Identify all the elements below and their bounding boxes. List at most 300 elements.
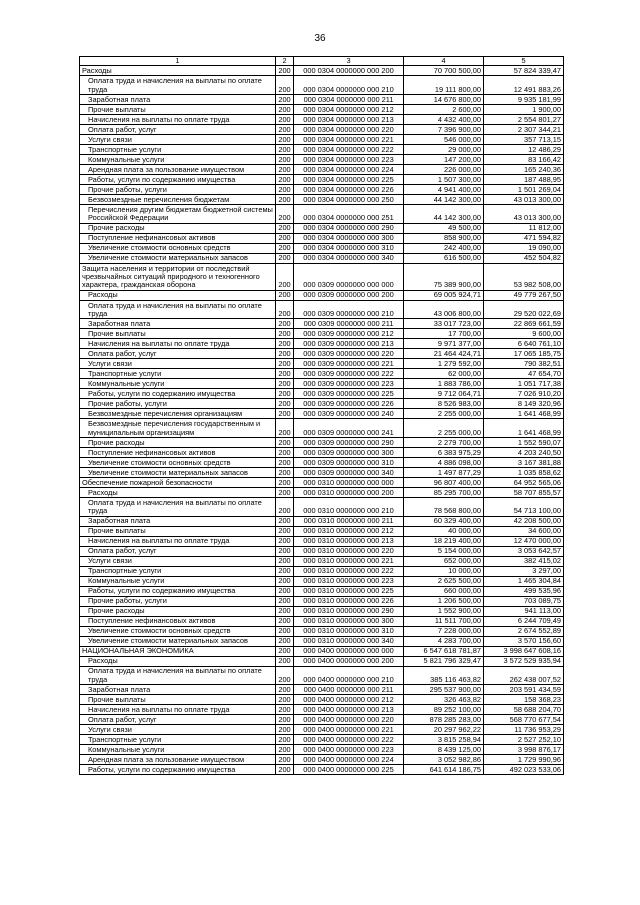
table-row	[80, 399, 564, 409]
row-code: 200	[276, 526, 294, 536]
row-name: Перечисления другим бюджетам бюджетной системы Российской Федерации	[80, 205, 276, 224]
row-fact-amount: 17 065 185,75	[484, 349, 564, 359]
row-plan-amount: 660 000,00	[404, 586, 484, 596]
row-code: 200	[276, 447, 294, 457]
row-fact-amount: 1 465 304,84	[484, 576, 564, 586]
row-code: 200	[276, 195, 294, 205]
row-plan-amount: 40 000,00	[404, 526, 484, 536]
row-name: Прочие выплаты	[80, 329, 276, 339]
row-plan-amount: 11 511 700,00	[404, 616, 484, 626]
row-code: 200	[276, 125, 294, 135]
row-name: Заработная плата	[80, 95, 276, 105]
row-plan-amount: 44 142 300,00	[404, 205, 484, 224]
row-name: Безвозмездные перечисления государственным и муниципальным организациям	[80, 419, 276, 438]
row-name: Увеличение стоимости материальных запасов	[80, 467, 276, 477]
row-kbk: 000 0310 0000000 000 225	[294, 586, 404, 596]
row-plan-amount: 49 500,00	[404, 223, 484, 233]
row-name: Начисления на выплаты по оплате труда	[80, 536, 276, 546]
table-row	[80, 477, 564, 487]
table-row	[80, 243, 564, 253]
row-name: Увеличение стоимости материальных запасов	[80, 636, 276, 646]
column-header: 4	[404, 57, 484, 66]
row-fact-amount: 452 504,82	[484, 253, 564, 263]
row-code: 200	[276, 705, 294, 715]
row-kbk: 000 0310 0000000 000 222	[294, 566, 404, 576]
row-code: 200	[276, 656, 294, 666]
column-header: 3	[294, 57, 404, 66]
row-code: 200	[276, 477, 294, 487]
row-kbk: 000 0310 0000000 000 200	[294, 487, 404, 497]
row-name: Прочие выплаты	[80, 526, 276, 536]
row-fact-amount: 3 167 381,88	[484, 457, 564, 467]
row-code: 200	[276, 329, 294, 339]
row-plan-amount: 9 971 377,00	[404, 339, 484, 349]
row-code: 200	[276, 715, 294, 725]
row-kbk: 000 0310 0000000 000 340	[294, 636, 404, 646]
table-row	[80, 497, 564, 516]
table-row	[80, 685, 564, 695]
row-kbk: 000 0304 0000000 000 212	[294, 105, 404, 115]
row-name: Прочие выплаты	[80, 695, 276, 705]
column-header: 5	[484, 57, 564, 66]
row-name: Прочие работы, услуги	[80, 185, 276, 195]
row-plan-amount: 9 712 064,71	[404, 389, 484, 399]
row-name: Начисления на выплаты по оплате труда	[80, 339, 276, 349]
row-kbk: 000 0310 0000000 000 000	[294, 477, 404, 487]
row-name: Услуги связи	[80, 135, 276, 145]
row-fact-amount: 29 520 022,69	[484, 300, 564, 319]
row-kbk: 000 0310 0000000 000 210	[294, 497, 404, 516]
table-row	[80, 185, 564, 195]
row-plan-amount: 546 000,00	[404, 135, 484, 145]
row-kbk: 000 0310 0000000 000 226	[294, 596, 404, 606]
budget-table	[79, 56, 564, 775]
row-code: 200	[276, 586, 294, 596]
row-code: 200	[276, 175, 294, 185]
row-fact-amount: 7 026 910,20	[484, 389, 564, 399]
row-fact-amount: 34 600,00	[484, 526, 564, 536]
row-kbk: 000 0309 0000000 000 211	[294, 319, 404, 329]
row-kbk: 000 0310 0000000 000 221	[294, 556, 404, 566]
row-kbk: 000 0304 0000000 000 300	[294, 233, 404, 243]
table-row	[80, 765, 564, 775]
row-kbk: 000 0310 0000000 000 212	[294, 526, 404, 536]
row-plan-amount: 652 000,00	[404, 556, 484, 566]
row-code: 200	[276, 409, 294, 419]
table-row	[80, 135, 564, 145]
row-name: Работы, услуги по содержанию имущества	[80, 586, 276, 596]
row-plan-amount: 5 821 796 329,47	[404, 656, 484, 666]
row-code: 200	[276, 290, 294, 300]
row-code: 200	[276, 437, 294, 447]
row-name: Прочие выплаты	[80, 105, 276, 115]
row-name: Коммунальные услуги	[80, 155, 276, 165]
row-fact-amount: 3 998 876,17	[484, 745, 564, 755]
row-code: 200	[276, 319, 294, 329]
row-fact-amount: 2 554 801,27	[484, 115, 564, 125]
row-kbk: 000 0304 0000000 000 221	[294, 135, 404, 145]
table-row	[80, 755, 564, 765]
row-plan-amount: 6 547 618 781,87	[404, 646, 484, 656]
row-fact-amount: 492 023 533,06	[484, 765, 564, 775]
table-row	[80, 546, 564, 556]
row-plan-amount: 1 279 592,00	[404, 359, 484, 369]
table-row	[80, 329, 564, 339]
row-fact-amount: 42 208 500,00	[484, 516, 564, 526]
row-code: 200	[276, 155, 294, 165]
row-code: 200	[276, 135, 294, 145]
row-code: 200	[276, 497, 294, 516]
row-plan-amount: 295 537 900,00	[404, 685, 484, 695]
row-plan-amount: 2 600,00	[404, 105, 484, 115]
table-row	[80, 725, 564, 735]
row-fact-amount: 22 869 661,59	[484, 319, 564, 329]
row-plan-amount: 96 807 400,00	[404, 477, 484, 487]
row-kbk: 000 0310 0000000 000 223	[294, 576, 404, 586]
row-fact-amount: 3 297,00	[484, 566, 564, 576]
row-name: Транспортные услуги	[80, 145, 276, 155]
row-kbk: 000 0310 0000000 000 213	[294, 536, 404, 546]
row-name: Безвозмездные перечисления организациям	[80, 409, 276, 419]
row-fact-amount: 19 090,00	[484, 243, 564, 253]
row-kbk: 000 0309 0000000 000 223	[294, 379, 404, 389]
row-fact-amount: 6 640 761,10	[484, 339, 564, 349]
row-code: 200	[276, 636, 294, 646]
row-plan-amount: 10 000,00	[404, 566, 484, 576]
row-kbk: 000 0304 0000000 000 222	[294, 145, 404, 155]
row-fact-amount: 471 594,82	[484, 233, 564, 243]
row-kbk: 000 0400 0000000 000 211	[294, 685, 404, 695]
row-plan-amount: 1 552 900,00	[404, 606, 484, 616]
row-kbk: 000 0304 0000000 000 220	[294, 125, 404, 135]
row-plan-amount: 85 295 700,00	[404, 487, 484, 497]
table-row	[80, 556, 564, 566]
row-name: Оплата труда и начисления на выплаты по оплате труда	[80, 666, 276, 685]
row-name: Прочие расходы	[80, 223, 276, 233]
row-plan-amount: 858 900,00	[404, 233, 484, 243]
row-fact-amount: 1 552 590,07	[484, 437, 564, 447]
table-row	[80, 586, 564, 596]
table-row	[80, 66, 564, 76]
row-kbk: 000 0304 0000000 000 290	[294, 223, 404, 233]
row-fact-amount: 568 770 677,54	[484, 715, 564, 725]
column-header: 2	[276, 57, 294, 66]
row-plan-amount: 1 883 786,00	[404, 379, 484, 389]
row-name: Заработная плата	[80, 319, 276, 329]
row-plan-amount: 147 200,00	[404, 155, 484, 165]
row-name: Начисления на выплаты по оплате труда	[80, 115, 276, 125]
row-kbk: 000 0400 0000000 000 224	[294, 755, 404, 765]
table-row	[80, 616, 564, 626]
row-kbk: 000 0400 0000000 000 000	[294, 646, 404, 656]
row-plan-amount: 4 886 098,00	[404, 457, 484, 467]
row-name: Транспортные услуги	[80, 735, 276, 745]
table-row	[80, 300, 564, 319]
row-code: 200	[276, 606, 294, 616]
row-fact-amount: 499 535,96	[484, 586, 564, 596]
table-row	[80, 359, 564, 369]
row-name: Оплата труда и начисления на выплаты по оплате труда	[80, 300, 276, 319]
row-kbk: 000 0310 0000000 000 290	[294, 606, 404, 616]
row-kbk: 000 0310 0000000 000 211	[294, 516, 404, 526]
table-row	[80, 467, 564, 477]
row-fact-amount: 57 824 339,47	[484, 66, 564, 76]
row-kbk: 000 0310 0000000 000 310	[294, 626, 404, 636]
row-plan-amount: 242 400,00	[404, 243, 484, 253]
row-code: 200	[276, 359, 294, 369]
table-row	[80, 606, 564, 616]
row-plan-amount: 5 154 000,00	[404, 546, 484, 556]
row-kbk: 000 0309 0000000 000 222	[294, 369, 404, 379]
row-name: Прочие расходы	[80, 606, 276, 616]
row-fact-amount: 53 982 508,00	[484, 263, 564, 290]
row-fact-amount: 3 570 156,60	[484, 636, 564, 646]
row-kbk: 000 0304 0000000 000 210	[294, 76, 404, 95]
row-plan-amount: 3 052 982,86	[404, 755, 484, 765]
table-row	[80, 389, 564, 399]
row-fact-amount: 158 368,23	[484, 695, 564, 705]
row-fact-amount: 8 149 320,96	[484, 399, 564, 409]
row-name: Увеличение стоимости основных средств	[80, 243, 276, 253]
row-fact-amount: 58 688 204,70	[484, 705, 564, 715]
row-kbk: 000 0400 0000000 000 210	[294, 666, 404, 685]
table-row	[80, 457, 564, 467]
row-plan-amount: 62 000,00	[404, 369, 484, 379]
row-plan-amount: 4 283 700,00	[404, 636, 484, 646]
row-code: 200	[276, 735, 294, 745]
row-plan-amount: 20 297 962,22	[404, 725, 484, 735]
row-code: 200	[276, 399, 294, 409]
row-code: 200	[276, 755, 294, 765]
row-plan-amount: 326 463,82	[404, 695, 484, 705]
row-code: 200	[276, 185, 294, 195]
row-code: 200	[276, 205, 294, 224]
row-kbk: 000 0304 0000000 000 224	[294, 165, 404, 175]
row-name: Транспортные услуги	[80, 566, 276, 576]
row-fact-amount: 54 713 100,00	[484, 497, 564, 516]
table-row	[80, 487, 564, 497]
table-row	[80, 195, 564, 205]
row-kbk: 000 0309 0000000 000 000	[294, 263, 404, 290]
row-kbk: 000 0309 0000000 000 226	[294, 399, 404, 409]
row-kbk: 000 0309 0000000 000 340	[294, 467, 404, 477]
row-plan-amount: 4 432 400,00	[404, 115, 484, 125]
table-row	[80, 437, 564, 447]
row-code: 200	[276, 487, 294, 497]
row-name: Оплата работ, услуг	[80, 349, 276, 359]
row-plan-amount: 616 500,00	[404, 253, 484, 263]
table-row	[80, 626, 564, 636]
table-row	[80, 155, 564, 165]
table-row	[80, 263, 564, 290]
row-name: Прочие расходы	[80, 437, 276, 447]
row-fact-amount: 1 641 468,99	[484, 419, 564, 438]
row-kbk: 000 0400 0000000 000 200	[294, 656, 404, 666]
row-code: 200	[276, 745, 294, 755]
row-fact-amount: 49 779 267,50	[484, 290, 564, 300]
row-fact-amount: 11 736 953,29	[484, 725, 564, 735]
row-kbk: 000 0304 0000000 000 226	[294, 185, 404, 195]
table-body	[80, 66, 564, 775]
table-row	[80, 290, 564, 300]
row-name: Работы, услуги по содержанию имущества	[80, 175, 276, 185]
table-row	[80, 656, 564, 666]
table-row	[80, 516, 564, 526]
row-name: Услуги связи	[80, 725, 276, 735]
row-name: Расходы	[80, 656, 276, 666]
row-kbk: 000 0309 0000000 000 210	[294, 300, 404, 319]
row-code: 200	[276, 685, 294, 695]
row-code: 200	[276, 95, 294, 105]
row-plan-amount: 1 497 877,29	[404, 467, 484, 477]
row-kbk: 000 0309 0000000 000 225	[294, 389, 404, 399]
row-name: Защита населения и территории от последствий чрезвычайных ситуаций природного и техногенного характера, гражданская оборона	[80, 263, 276, 290]
row-fact-amount: 187 488,95	[484, 175, 564, 185]
table-row	[80, 705, 564, 715]
table-row	[80, 419, 564, 438]
row-name: Расходы	[80, 290, 276, 300]
table-row	[80, 526, 564, 536]
row-kbk: 000 0309 0000000 000 221	[294, 359, 404, 369]
table-row	[80, 369, 564, 379]
row-code: 200	[276, 115, 294, 125]
row-fact-amount: 3 572 529 935,94	[484, 656, 564, 666]
row-name: Заработная плата	[80, 685, 276, 695]
row-name: Оплата работ, услуг	[80, 546, 276, 556]
row-code: 200	[276, 419, 294, 438]
table-row	[80, 165, 564, 175]
row-name: Поступление нефинансовых активов	[80, 233, 276, 243]
row-code: 200	[276, 516, 294, 526]
table-row	[80, 205, 564, 224]
row-name: Работы, услуги по содержанию имущества	[80, 389, 276, 399]
row-code: 200	[276, 725, 294, 735]
row-plan-amount: 385 116 463,82	[404, 666, 484, 685]
row-name: НАЦИОНАЛЬНАЯ ЭКОНОМИКА	[80, 646, 276, 656]
row-name: Безвозмездные перечисления бюджетам	[80, 195, 276, 205]
row-fact-amount: 83 166,42	[484, 155, 564, 165]
row-kbk: 000 0304 0000000 000 310	[294, 243, 404, 253]
table-row	[80, 145, 564, 155]
row-name: Оплата работ, услуг	[80, 715, 276, 725]
row-kbk: 000 0304 0000000 000 250	[294, 195, 404, 205]
row-plan-amount: 1 206 500,00	[404, 596, 484, 606]
row-plan-amount: 70 700 500,00	[404, 66, 484, 76]
row-plan-amount: 75 389 900,00	[404, 263, 484, 290]
row-plan-amount: 226 000,00	[404, 165, 484, 175]
row-code: 200	[276, 616, 294, 626]
row-kbk: 000 0304 0000000 000 225	[294, 175, 404, 185]
table-row	[80, 125, 564, 135]
table-row	[80, 745, 564, 755]
row-name: Прочие работы, услуги	[80, 399, 276, 409]
row-fact-amount: 43 013 300,00	[484, 205, 564, 224]
row-kbk: 000 0400 0000000 000 212	[294, 695, 404, 705]
row-plan-amount: 44 142 300,00	[404, 195, 484, 205]
row-kbk: 000 0309 0000000 000 241	[294, 419, 404, 438]
row-name: Увеличение стоимости материальных запасов	[80, 253, 276, 263]
row-kbk: 000 0309 0000000 000 213	[294, 339, 404, 349]
table-row	[80, 576, 564, 586]
row-fact-amount: 9 600,00	[484, 329, 564, 339]
row-name: Арендная плата за пользование имуществом	[80, 165, 276, 175]
row-fact-amount: 1 729 990,96	[484, 755, 564, 765]
table-row	[80, 566, 564, 576]
row-fact-amount: 1 641 468,99	[484, 409, 564, 419]
row-fact-amount: 47 654,70	[484, 369, 564, 379]
table-row	[80, 409, 564, 419]
column-header: 1	[80, 57, 276, 66]
row-kbk: 000 0400 0000000 000 223	[294, 745, 404, 755]
row-code: 200	[276, 243, 294, 253]
row-fact-amount: 4 203 240,50	[484, 447, 564, 457]
row-code: 200	[276, 105, 294, 115]
row-fact-amount: 1 501 269,04	[484, 185, 564, 195]
row-fact-amount: 2 674 552,89	[484, 626, 564, 636]
row-code: 200	[276, 263, 294, 290]
row-kbk: 000 0304 0000000 000 223	[294, 155, 404, 165]
row-name: Оплата труда и начисления на выплаты по оплате труда	[80, 497, 276, 516]
row-plan-amount: 2 255 000,00	[404, 409, 484, 419]
row-name: Услуги связи	[80, 556, 276, 566]
row-plan-amount: 2 279 700,00	[404, 437, 484, 447]
row-kbk: 000 0304 0000000 000 340	[294, 253, 404, 263]
table-row	[80, 339, 564, 349]
row-plan-amount: 21 464 424,71	[404, 349, 484, 359]
row-code: 200	[276, 389, 294, 399]
row-kbk: 000 0400 0000000 000 221	[294, 725, 404, 735]
table-row	[80, 646, 564, 656]
row-fact-amount: 1 051 717,38	[484, 379, 564, 389]
row-name: Коммунальные услуги	[80, 379, 276, 389]
row-plan-amount: 7 228 000,00	[404, 626, 484, 636]
row-fact-amount: 3 053 642,57	[484, 546, 564, 556]
table-row	[80, 695, 564, 705]
row-plan-amount: 2 625 500,00	[404, 576, 484, 586]
row-name: Увеличение стоимости основных средств	[80, 626, 276, 636]
row-code: 200	[276, 379, 294, 389]
row-kbk: 000 0309 0000000 000 220	[294, 349, 404, 359]
table-row	[80, 379, 564, 389]
row-code: 200	[276, 223, 294, 233]
row-kbk: 000 0309 0000000 000 212	[294, 329, 404, 339]
row-fact-amount: 357 713,15	[484, 135, 564, 145]
table-row	[80, 223, 564, 233]
row-code: 200	[276, 646, 294, 656]
table-row	[80, 536, 564, 546]
row-kbk: 000 0400 0000000 000 225	[294, 765, 404, 775]
table-row	[80, 349, 564, 359]
row-kbk: 000 0304 0000000 000 200	[294, 66, 404, 76]
row-fact-amount: 58 707 855,57	[484, 487, 564, 497]
table-row	[80, 76, 564, 95]
row-name: Работы, услуги по содержанию имущества	[80, 765, 276, 775]
row-fact-amount: 382 415,02	[484, 556, 564, 566]
row-name: Оплата работ, услуг	[80, 125, 276, 135]
row-fact-amount: 12 486,29	[484, 145, 564, 155]
row-fact-amount: 1 035 858,62	[484, 467, 564, 477]
row-name: Расходы	[80, 66, 276, 76]
row-code: 200	[276, 546, 294, 556]
row-kbk: 000 0309 0000000 000 310	[294, 457, 404, 467]
row-plan-amount: 18 219 400,00	[404, 536, 484, 546]
table-row	[80, 735, 564, 745]
row-name: Транспортные услуги	[80, 369, 276, 379]
row-name: Заработная плата	[80, 516, 276, 526]
row-fact-amount: 790 382,51	[484, 359, 564, 369]
row-plan-amount: 4 941 400,00	[404, 185, 484, 195]
row-kbk: 000 0309 0000000 000 290	[294, 437, 404, 447]
